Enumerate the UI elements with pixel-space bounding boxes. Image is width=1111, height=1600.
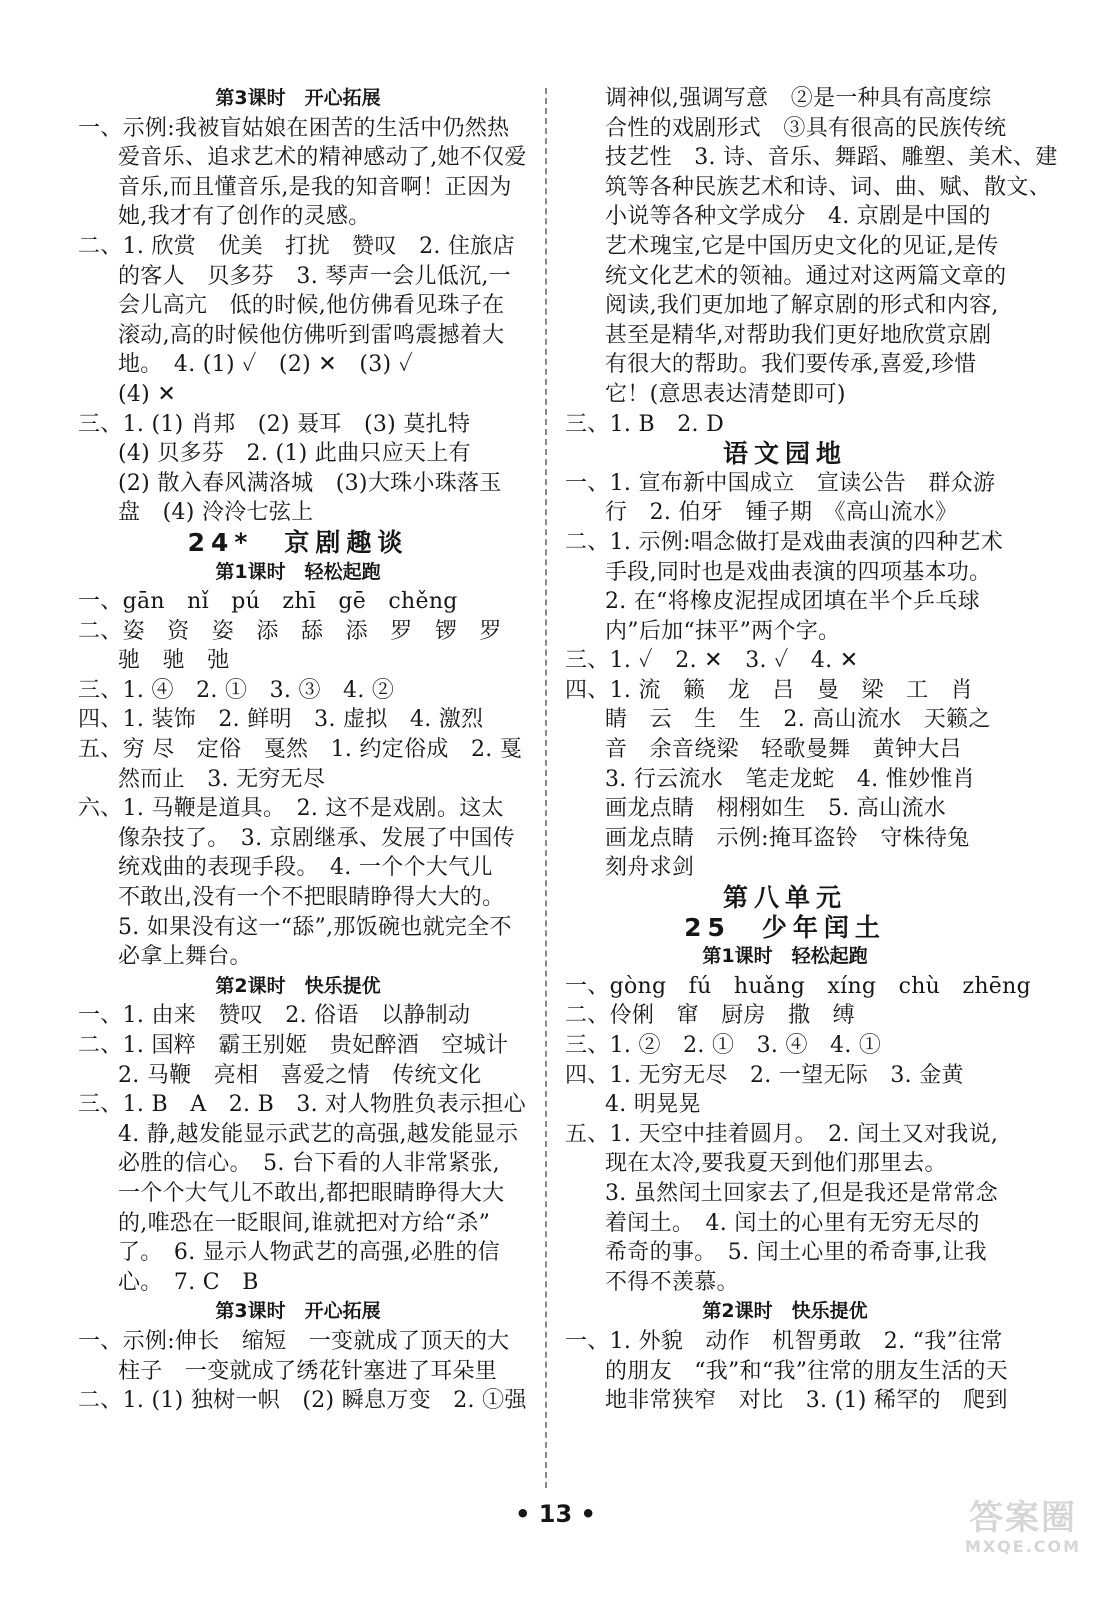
watermark-url: MXQE.COM (964, 1537, 1082, 1556)
section-heading: 第2课时 快乐提优 (702, 1300, 868, 1323)
text-line: 甚至是精华,对帮助我们更好地欣赏京剧 (605, 322, 992, 348)
lesson-title: 语文园地 (722, 439, 847, 469)
text-line: 筑等各种民族艺术和诗、词、曲、赋、散文、 (605, 174, 1052, 200)
answer-item: 二、姿 资 姿 添 舔 添 罗 锣 罗 (78, 618, 502, 644)
answer-item: 三、1. ④ 2. ① 3. ③ 4. ② (78, 677, 395, 703)
text-line: 行 2. 伯牙 锺子期 《高山流水》 (605, 500, 958, 526)
answer-item: 三、1. B A 2. B 3. 对人物胜负表示担心 (78, 1092, 526, 1118)
text-line: 然而止 3. 无穷无尽 (118, 766, 326, 792)
answer-item: 三、1. ✓ 2. ✕ 3. ✓ 4. ✕ (565, 648, 859, 674)
answer-item: 一、示例:伸长 缩短 一变就成了顶天的大 (78, 1328, 510, 1354)
text-line: 必胜的信心。 5. 台下看的人非常紧张, (118, 1151, 500, 1177)
text-line: 着闰土。 4. 闰土的心里有无穷无尽的 (605, 1210, 980, 1236)
answer-item: 一、gòng fú huǎng xíng chù zhēng (565, 973, 1031, 999)
text-line: 小说等各种文学成分 4. 京剧是中国的 (605, 204, 991, 230)
text-line: 不敢出,没有一个不把眼睛睁得大大的。 (118, 885, 505, 911)
text-line: 5. 如果没有这一“舔”,那饭碗也就完全不 (118, 914, 512, 940)
text-line: 的,唯恐在一眨眼间,谁就把对方给“杀” (118, 1210, 491, 1236)
text-line: 它！(意思表达清楚即可) (605, 381, 846, 407)
text-line: 艺术瑰宝,它是中国历史文化的见证,是传 (605, 233, 999, 259)
text-line: (4) 贝多芬 2. (1) 此曲只应天上有 (118, 441, 471, 467)
lesson-title: 25 少年闰土 (684, 912, 886, 942)
text-line: 希奇的事。 5. 闰土心里的希奇事,让我 (605, 1240, 987, 1266)
text-line: 音乐,而且懂音乐,是我的知音啊！正因为 (118, 174, 512, 200)
text-line: 有很大的帮助。我们要传承,喜爱,珍惜 (605, 352, 977, 378)
text-line: 滚动,高的时候他仿佛听到雷鸣震撼着大 (118, 322, 505, 348)
section-heading: 第2课时 快乐提优 (215, 974, 381, 997)
text-line: 统戏曲的表现手段。 4. 一个个大气儿 (118, 855, 493, 881)
text-line: 的朋友 “我”和“我”往常的朋友生活的天 (605, 1358, 1008, 1384)
lesson-title: 第八单元 (722, 883, 847, 913)
text-line: 盘 (4) 泠泠七弦上 (118, 500, 314, 526)
answer-item: 二、1. 欣赏 优美 打扰 赞叹 2. 住旅店 (78, 233, 515, 259)
answer-item: 一、1. 宣布新中国成立 宣读公告 群众游 (565, 470, 996, 496)
text-line: 不得不羡慕。 (605, 1269, 739, 1295)
watermark-text: 答案圈 (969, 1498, 1077, 1538)
text-line: 会儿高亢 低的时候,他仿佛看见珠子在 (118, 293, 505, 319)
answer-item: 三、1. (1) 肖邦 (2) 聂耳 (3) 莫扎特 (78, 411, 471, 437)
answer-item: 三、1. B 2. D (565, 411, 725, 437)
answer-item: 一、示例:我被盲姑娘在困苦的生活中仍然热 (78, 115, 510, 141)
text-line: 必拿上舞台。 (118, 944, 252, 970)
text-line: 画龙点睛 示例:掩耳盗铃 守株待兔 (605, 825, 970, 851)
section-heading: 第1课时 轻松起跑 (215, 560, 381, 583)
answer-item: 二、1. 示例:唱念做打是戏曲表演的四种艺术 (565, 529, 1003, 555)
text-line: 3. 行云流水 笔走龙蛇 4. 惟妙惟肖 (605, 766, 975, 792)
text-line: (4) ✕ (118, 381, 177, 407)
text-line: 一个个大气儿不敢出,都把眼睛睁得大大 (118, 1180, 505, 1206)
answer-item: 四、1. 装饰 2. 鲜明 3. 虚拟 4. 激烈 (78, 707, 484, 733)
answer-item: 二、1. (1) 独树一帜 (2) 瞬息万变 2. ①强 (78, 1388, 527, 1414)
text-line: 2. 在“将橡皮泥捏成团填在半个乒乓球 (605, 589, 980, 615)
text-line: 2. 马鞭 亮相 喜爱之情 传统文化 (118, 1062, 482, 1088)
answer-item: 四、1. 流 籁 龙 吕 曼 梁 工 肖 (565, 677, 973, 703)
answer-item: 三、1. ② 2. ① 3. ④ 4. ① (565, 1033, 882, 1058)
section-heading: 第1课时 轻松起跑 (702, 945, 868, 968)
text-line: 的客人 贝多芬 3. 琴声一会儿低沉,一 (118, 263, 511, 289)
answer-item: 五、穷 尽 定俗 戛然 1. 约定俗成 2. 戛 (78, 737, 523, 763)
answer-item: 二、伶俐 窜 厨房 撒 缚 (565, 1003, 855, 1029)
answer-item: 二、1. 国粹 霸王别姬 贵妃醉酒 空城计 (78, 1033, 509, 1058)
text-line: 手段,同时也是戏曲表演的四项基本功。 (605, 559, 992, 585)
answer-item: 四、1. 无穷无尽 2. 一望无际 3. 金黄 (565, 1062, 964, 1088)
text-line: 合性的戏剧形式 ③具有很高的民族传统 (605, 115, 1007, 141)
text-line: 3. 虽然闰土回家去了,但是我还是常常念 (605, 1180, 998, 1206)
text-line: 柱子 一变就成了绣花针塞进了耳朵里 (118, 1358, 498, 1384)
text-line: 睛 云 生 生 2. 高山流水 天籁之 (605, 707, 991, 733)
right-column (565, 84, 1058, 1416)
text-line: 地非常狭窄 对比 3. (1) 稀罕的 爬到 (605, 1388, 1008, 1414)
text-line: 技艺性 3. 诗、音乐、舞蹈、雕塑、美术、建 (605, 145, 1058, 171)
text-line: 驰 驰 弛 (118, 648, 230, 674)
answer-item: 六、1. 马鞭是道具。 2. 这不是戏剧。这太 (78, 796, 504, 822)
text-line: 刻舟求剑 (605, 855, 695, 881)
lesson-title: 24* 京剧趣谈 (187, 527, 409, 557)
left-column (78, 84, 527, 1416)
page-number: • 13 • (515, 1500, 596, 1528)
text-line: 4. 明晃晃 (605, 1092, 701, 1118)
text-line: 4. 静,越发能显示武艺的高强,越发能显示 (118, 1121, 519, 1147)
text-line: 了。 6. 显示人物武艺的高强,必胜的信 (118, 1240, 500, 1266)
text-line: 现在太冷,要我夏天到他们那里去。 (605, 1151, 947, 1177)
text-line: 调神似,强调写意 ②是一种具有高度综 (605, 86, 992, 111)
text-line: 像杂技了。 3. 京剧继承、发展了中国传 (118, 825, 515, 851)
text-line: 她,我才有了创作的灵感。 (118, 204, 371, 230)
text-line: 阅读,我们更加地了解京剧的形式和内容, (605, 293, 999, 319)
answer-item: 一、1. 外貌 动作 机智勇敢 2. “我”往常 (565, 1328, 1003, 1354)
watermark-logo (953, 1498, 1093, 1560)
text-line: 画龙点睛 栩栩如生 5. 高山流水 (605, 796, 947, 822)
text-line: 心。 7. C B (118, 1269, 259, 1295)
answer-item: 一、1. 由来 赞叹 2. 俗语 以静制动 (78, 1003, 471, 1029)
text-line: (2) 散入春风满洛城 (3)大珠小珠落玉 (118, 470, 502, 496)
section-heading: 第3课时 开心拓展 (215, 1300, 381, 1323)
text-line: 地。 4. (1) ✓ (2) ✕ (3) ✓ (118, 352, 414, 378)
text-line: 音 余音绕梁 轻歌曼舞 黄钟大吕 (605, 737, 962, 763)
text-line: 爱音乐、追求艺术的精神感动了,她不仅爱 (118, 145, 527, 171)
column-divider (545, 88, 547, 1488)
text-line: 统文化艺术的领袖。通过对这两篇文章的 (605, 263, 1007, 289)
section-heading: 第3课时 开心拓展 (215, 87, 381, 109)
answer-item: 一、gān nǐ pú zhī gē chěng (78, 589, 458, 615)
answer-item: 五、1. 天空中挂着圆月。 2. 闰土又对我说, (565, 1121, 999, 1147)
text-line: 内”后加“抹平”两个字。 (605, 618, 841, 644)
